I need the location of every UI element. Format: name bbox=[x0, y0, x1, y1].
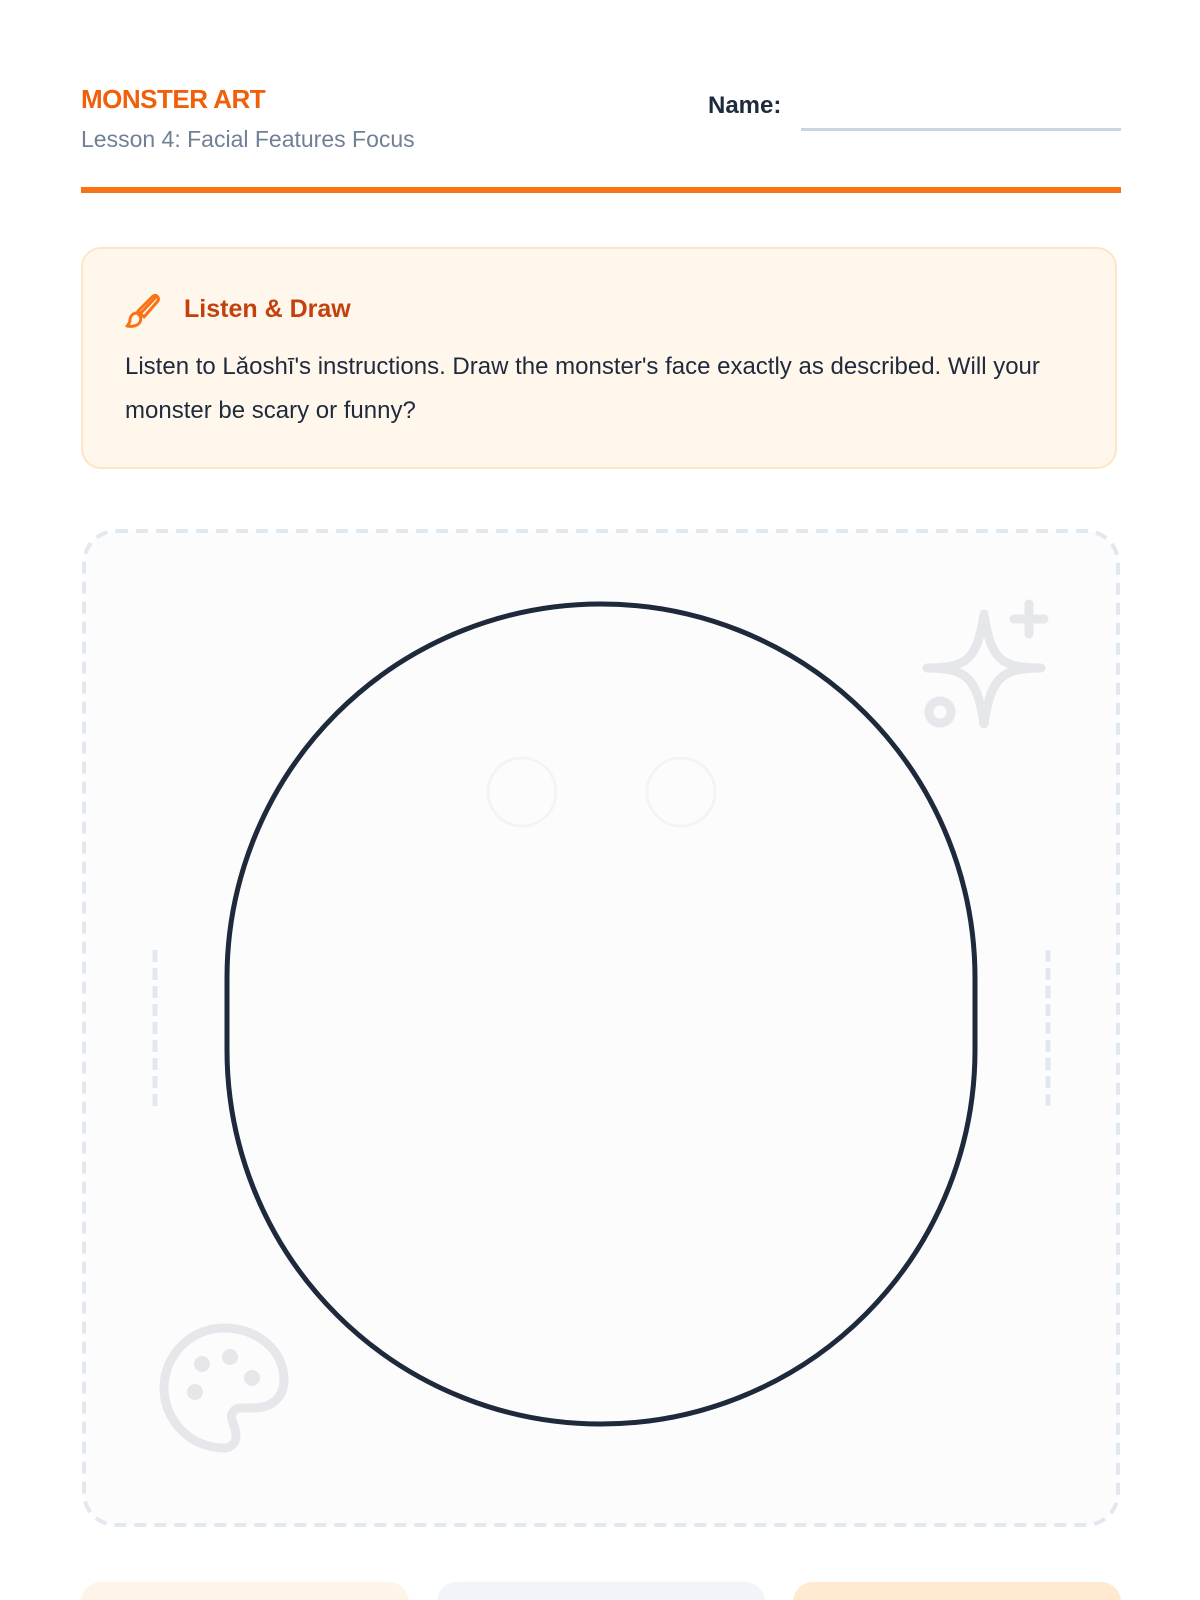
header-divider bbox=[81, 187, 1121, 193]
name-label: Name: bbox=[708, 92, 782, 119]
instructions-callout bbox=[81, 247, 1117, 469]
bottom-card-left bbox=[81, 1582, 409, 1600]
drawing-area[interactable] bbox=[81, 528, 1121, 1528]
name-field[interactable] bbox=[801, 128, 1121, 131]
bottom-cards-row bbox=[81, 1582, 1121, 1600]
brand-title: MONSTER ART bbox=[81, 84, 266, 114]
callout-instructions: Listen to Lǎoshī's instructions. Draw the monster's face exactly as described. Will your monster be scary or funny? bbox=[125, 353, 1040, 424]
callout-title: Listen & Draw bbox=[184, 295, 351, 323]
bottom-card-middle bbox=[437, 1582, 765, 1600]
drawing-canvas[interactable] bbox=[81, 528, 1121, 1528]
bottom-card-right bbox=[793, 1582, 1121, 1600]
lesson-subtitle: Lesson 4: Facial Features Focus bbox=[81, 126, 415, 152]
paintbrush-icon bbox=[123, 291, 163, 331]
worksheet-header bbox=[81, 84, 1121, 194]
